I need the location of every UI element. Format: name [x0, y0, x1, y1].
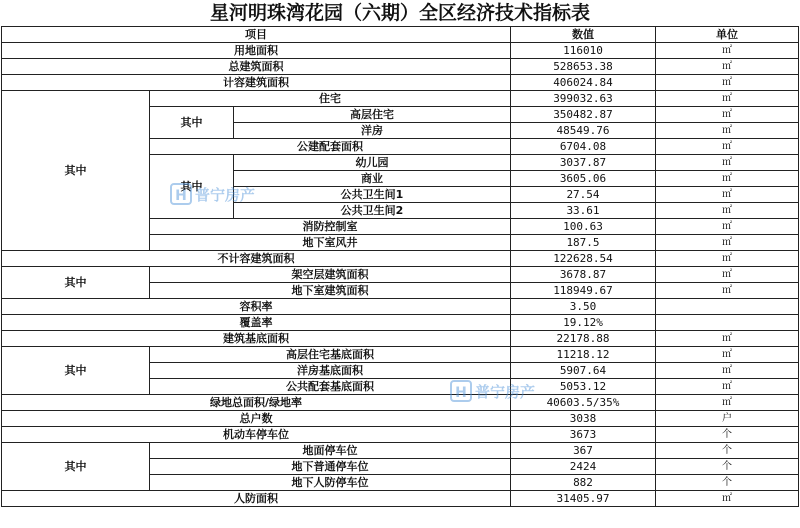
row-unit: ㎡	[656, 251, 799, 267]
row-label: 计容建筑面积	[2, 75, 511, 91]
row-value: 2424	[511, 459, 656, 475]
row-label: 高层住宅基底面积	[150, 347, 511, 363]
row-unit: ㎡	[656, 235, 799, 251]
row-unit: ㎡	[656, 43, 799, 59]
row-label: 机动车停车位	[2, 427, 511, 443]
row-unit: ㎡	[656, 91, 799, 107]
row-value: 350482.87	[511, 107, 656, 123]
row-unit: ㎡	[656, 187, 799, 203]
row-label: 不计容建筑面积	[2, 251, 511, 267]
row-value: 122628.54	[511, 251, 656, 267]
table-row	[2, 411, 799, 427]
table-title: 星河明珠湾花园（六期）全区经济技术指标表	[209, 2, 590, 24]
table-row	[2, 443, 799, 459]
row-unit: ㎡	[656, 155, 799, 171]
row-value: 22178.88	[511, 331, 656, 347]
row-unit: ㎡	[656, 395, 799, 411]
row-value: 3678.87	[511, 267, 656, 283]
row-unit: ㎡	[656, 331, 799, 347]
row-label: 商业	[234, 171, 511, 187]
group-label: 其中	[2, 443, 150, 491]
row-label: 地下人防停车位	[150, 475, 511, 491]
row-value: 31405.97	[511, 491, 656, 507]
watermark-text: 普宁房产	[195, 185, 256, 204]
row-label: 公建配套面积	[150, 139, 511, 155]
row-label: 绿地总面积/绿地率	[2, 395, 511, 411]
header-value: 数值	[511, 27, 656, 43]
row-unit: ㎡	[656, 203, 799, 219]
row-unit: ㎡	[656, 75, 799, 91]
row-unit: ㎡	[656, 363, 799, 379]
row-label: 用地面积	[2, 43, 511, 59]
row-label: 住宅	[150, 91, 511, 107]
row-value: 3673	[511, 427, 656, 443]
row-value: 882	[511, 475, 656, 491]
row-value: 11218.12	[511, 347, 656, 363]
row-value: 3037.87	[511, 155, 656, 171]
group-label: 其中	[2, 347, 150, 395]
row-value: 100.63	[511, 219, 656, 235]
table-row	[2, 75, 799, 91]
group-label: 其中	[2, 267, 150, 299]
row-label: 地下普通停车位	[150, 459, 511, 475]
table-row	[2, 59, 799, 75]
table-row	[2, 91, 799, 107]
row-value: 406024.84	[511, 75, 656, 91]
row-label: 架空层建筑面积	[150, 267, 511, 283]
header-unit: 单位	[656, 27, 799, 43]
row-label: 地下室建筑面积	[150, 283, 511, 299]
row-label: 覆盖率	[2, 315, 511, 331]
subgroup-label: 其中	[150, 107, 234, 139]
row-unit: 个	[656, 443, 799, 459]
watermark-text: 普宁房产	[475, 382, 536, 401]
row-unit	[656, 315, 799, 331]
row-label: 人防面积	[2, 491, 511, 507]
table-row	[2, 251, 799, 267]
row-value: 3605.06	[511, 171, 656, 187]
row-unit: 户	[656, 411, 799, 427]
table-row	[2, 347, 799, 363]
row-label: 总建筑面积	[2, 59, 511, 75]
row-unit: ㎡	[656, 347, 799, 363]
row-unit: ㎡	[656, 267, 799, 283]
row-label: 公共卫生间2	[234, 203, 511, 219]
header-item: 项目	[2, 27, 511, 43]
row-label: 地下室风井	[150, 235, 511, 251]
row-unit: ㎡	[656, 379, 799, 395]
row-label: 洋房基底面积	[150, 363, 511, 379]
row-label: 地面停车位	[150, 443, 511, 459]
row-value: 27.54	[511, 187, 656, 203]
row-value: 528653.38	[511, 59, 656, 75]
row-label: 高层住宅	[234, 107, 511, 123]
header-row	[2, 27, 799, 43]
row-value: 48549.76	[511, 123, 656, 139]
table-row	[2, 427, 799, 443]
row-value: 367	[511, 443, 656, 459]
table-row	[2, 331, 799, 347]
row-unit: 个	[656, 459, 799, 475]
row-label: 消防控制室	[150, 219, 511, 235]
tech-indicator-table	[1, 26, 799, 507]
row-unit: ㎡	[656, 171, 799, 187]
row-value: 19.12%	[511, 315, 656, 331]
row-value: 116010	[511, 43, 656, 59]
watermark	[450, 380, 535, 402]
row-label: 建筑基底面积	[2, 331, 511, 347]
row-unit: ㎡	[656, 491, 799, 507]
row-value: 6704.08	[511, 139, 656, 155]
table-row	[2, 491, 799, 507]
table-row	[2, 299, 799, 315]
row-unit: 个	[656, 427, 799, 443]
row-label: 公共配套基底面积	[150, 379, 511, 395]
row-unit: 个	[656, 475, 799, 491]
row-label: 总户数	[2, 411, 511, 427]
group-label: 其中	[2, 91, 150, 251]
row-unit: ㎡	[656, 59, 799, 75]
row-value: 118949.67	[511, 283, 656, 299]
row-value: 5053.12	[511, 379, 656, 395]
subgroup-label: 其中	[150, 155, 234, 219]
watermark-logo-icon: H	[170, 183, 192, 205]
table-row	[2, 315, 799, 331]
row-label: 公共卫生间1	[234, 187, 511, 203]
row-value: 40603.5/35%	[511, 395, 656, 411]
row-value: 33.61	[511, 203, 656, 219]
row-value: 3038	[511, 411, 656, 427]
row-label: 容积率	[2, 299, 511, 315]
row-unit: ㎡	[656, 107, 799, 123]
row-unit: ㎡	[656, 139, 799, 155]
watermark-logo-icon: H	[450, 380, 472, 402]
row-unit	[656, 299, 799, 315]
watermark	[170, 183, 255, 205]
row-value: 399032.63	[511, 91, 656, 107]
row-value: 187.5	[511, 235, 656, 251]
row-label: 洋房	[234, 123, 511, 139]
row-unit: ㎡	[656, 219, 799, 235]
row-label: 幼儿园	[234, 155, 511, 171]
row-unit: ㎡	[656, 123, 799, 139]
table-row	[2, 267, 799, 283]
row-value: 3.50	[511, 299, 656, 315]
table-row	[2, 395, 799, 411]
row-unit: ㎡	[656, 283, 799, 299]
row-value: 5907.64	[511, 363, 656, 379]
table-row	[2, 43, 799, 59]
